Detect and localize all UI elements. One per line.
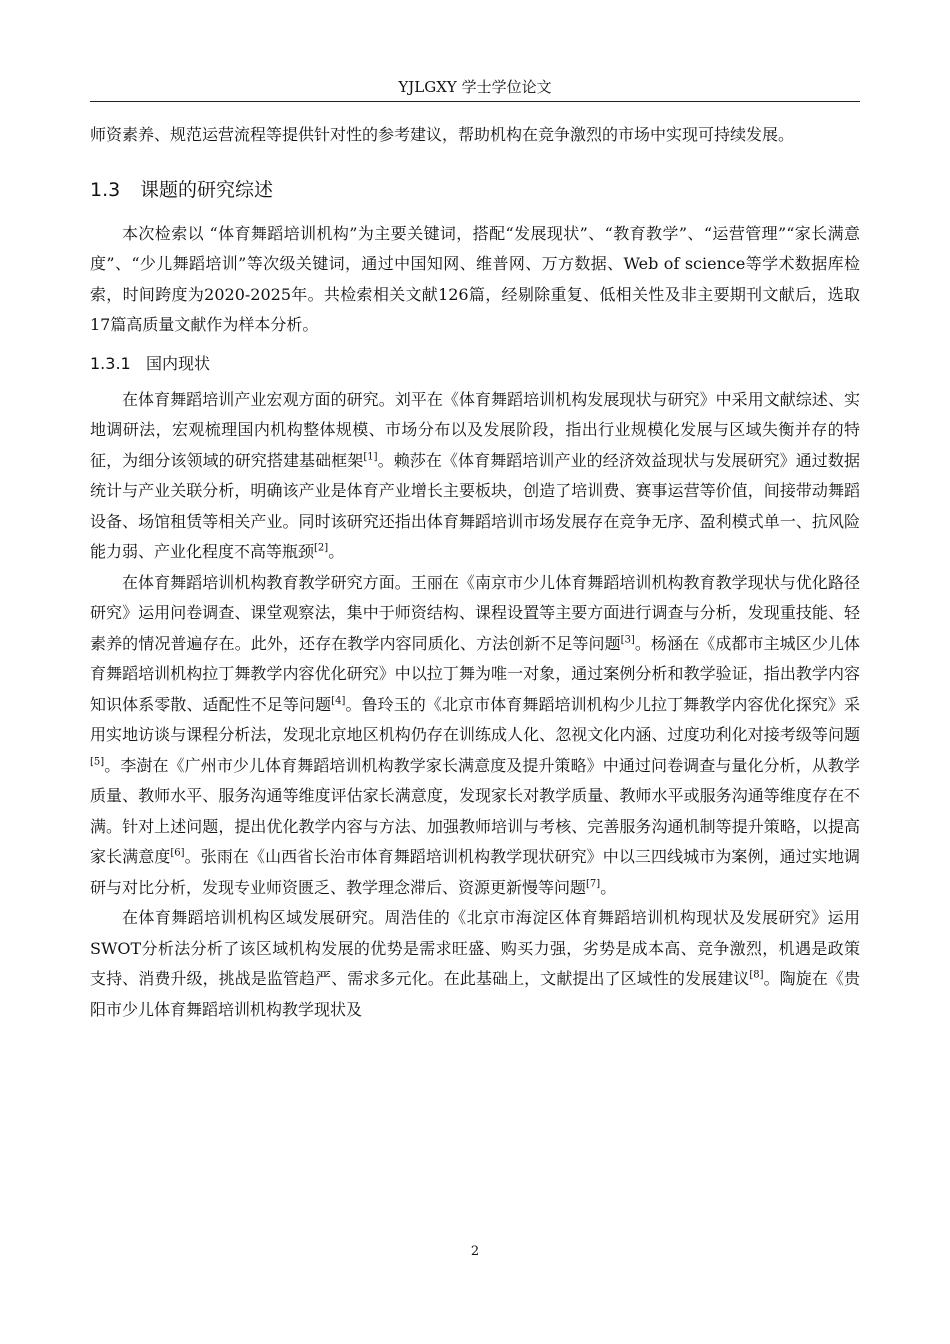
subsection-title: 国内现状 — [146, 353, 211, 373]
text-run: 。鲁玲玉的《北京市体育舞蹈培训机构少儿拉丁舞教学内容优化探究》采用实地访谈与课程分析法，发现北京地区机构仍存在训练成人化、忽视文化内涵、过度功利化对接考级等问题 — [90, 694, 860, 744]
page-number: 2 — [470, 1244, 480, 1259]
text-run: 。杨涵在《成都市主城区少儿体育舞蹈培训机构拉丁舞教学内容优化研究》中以拉丁舞为唯一对象，通过案例分析和教学验证，指出教学内容知识体系零散、适配性不足等问题 — [90, 633, 860, 714]
text-run: 。陶旋在《贵阳市少儿体育舞蹈培训机构教学现状及 — [90, 969, 860, 1019]
running-header: YJLGXY 学士学位论文 — [398, 78, 552, 96]
citation-4: [4] — [331, 695, 346, 707]
paragraph-teaching-research — [90, 568, 860, 904]
section-heading-1-3 — [90, 173, 860, 207]
text-run: 在体育舞蹈培训机构教育教学研究方面。王丽在《南京市少儿体育舞蹈培训机构教育教学现状与优化路径研究》运用问卷调查、课堂观察法，集中于师资结构、课程设置等主要方面进行调查与分析，发现重技能、轻素养的情况普遍存在。此外，还存在教学内容同质化、方法创新不足等问题 — [90, 572, 860, 653]
text-run: 。 — [328, 542, 345, 561]
text-run: 在体育舞蹈培训产业宏观方面的研究。刘平在《体育舞蹈培训机构发展现状与研究》中采用文献综述、实地调研法，宏观梳理国内机构整体规模、市场分布以及发展阶段，指出行业规模化发展与区域失衡并存的特征，为细分该领域的研究搭建基础框架 — [90, 389, 860, 470]
section-number: 1.3 — [90, 178, 121, 201]
paragraph-continued: 师资素养、规范运营流程等提供针对性的参考建议，帮助机构在竞争激烈的市场中实现可持续发展。 — [90, 125, 795, 144]
header-rule — [90, 101, 860, 102]
text-run: 。赖莎在《体育舞蹈培训产业的经济效益现状与发展研究》通过数据统计与产业关联分析，明确该产业是体育产业增长主要板块，创造了培训费、赛事运营等价值，间接带动舞蹈设备、场馆租赁等相关产业。同时该研究还指出体育舞蹈培训市场发展存在竞争无序、盈利模式单一、抗风险能力弱、产业化程度不高等瓶颈 — [90, 450, 860, 561]
citation-7: [7] — [586, 878, 601, 890]
citation-6: [6] — [170, 847, 185, 859]
paragraph-regional-development — [90, 903, 860, 1025]
paragraph-search-method: 本次检索以 “体育舞蹈培训机构”为主要关键词，搭配“发展现状”、“教育教学”、“运营管理”“家长满意度”、“少儿舞蹈培训”等次级关键词，通过中国知网、维普网、万方数据、Web of science等学术数据库检索，时间跨度为2020-2025年。共检索相关文献126篇，经剔除重复、低相关性及非主要期刊文献后，选取17篇高质量文献作为样本分析。 — [90, 223, 860, 334]
subsection-heading-1-3-1 — [90, 349, 860, 379]
paragraph-industry-macro — [90, 385, 860, 568]
citation-5: [5] — [90, 756, 105, 768]
page-body — [90, 120, 860, 1025]
text-run: 。 — [600, 877, 617, 897]
citation-3: [3] — [620, 634, 635, 646]
citation-2: [2] — [314, 542, 329, 554]
text-run: 。李澍在《广州市少儿体育舞蹈培训机构教学家长满意度及提升策略》中通过问卷调查与量化分析，从教学质量、教师水平、服务沟通等维度评估家长满意度，发现家长对教学质量、教师水平或服务沟通等维度存在不满。针对上述问题，提出优化教学内容与方法、加强教师培训与考核、完善服务沟通机制等提升策略，以提高家长满意度 — [90, 755, 860, 866]
text-run: 在体育舞蹈培训机构区域发展研究。周浩佳的《北京市海淀区体育舞蹈培训机构现状及发展研究》运用SWOT分析法分析了该区域机构发展的优势是需求旺盛、购买力强，劣势是成本高、竞争激烈，机遇是政策支持、消费升级，挑战是监管趋严、需求多元化。在此基础上，文献提出了区域性的发展建议 — [90, 908, 860, 988]
subsection-number: 1.3.1 — [90, 353, 131, 373]
citation-8: [8] — [749, 969, 764, 981]
section-title: 课题的研究综述 — [140, 178, 274, 201]
text-run: 。张雨在《山西省长治市体育舞蹈培训机构教学现状研究》中以三四线城市为案例，通过实地调研与对比分析，发现专业师资匮乏、教学理念滞后、资源更新慢等问题 — [90, 847, 860, 897]
citation-1: [1] — [363, 451, 378, 463]
